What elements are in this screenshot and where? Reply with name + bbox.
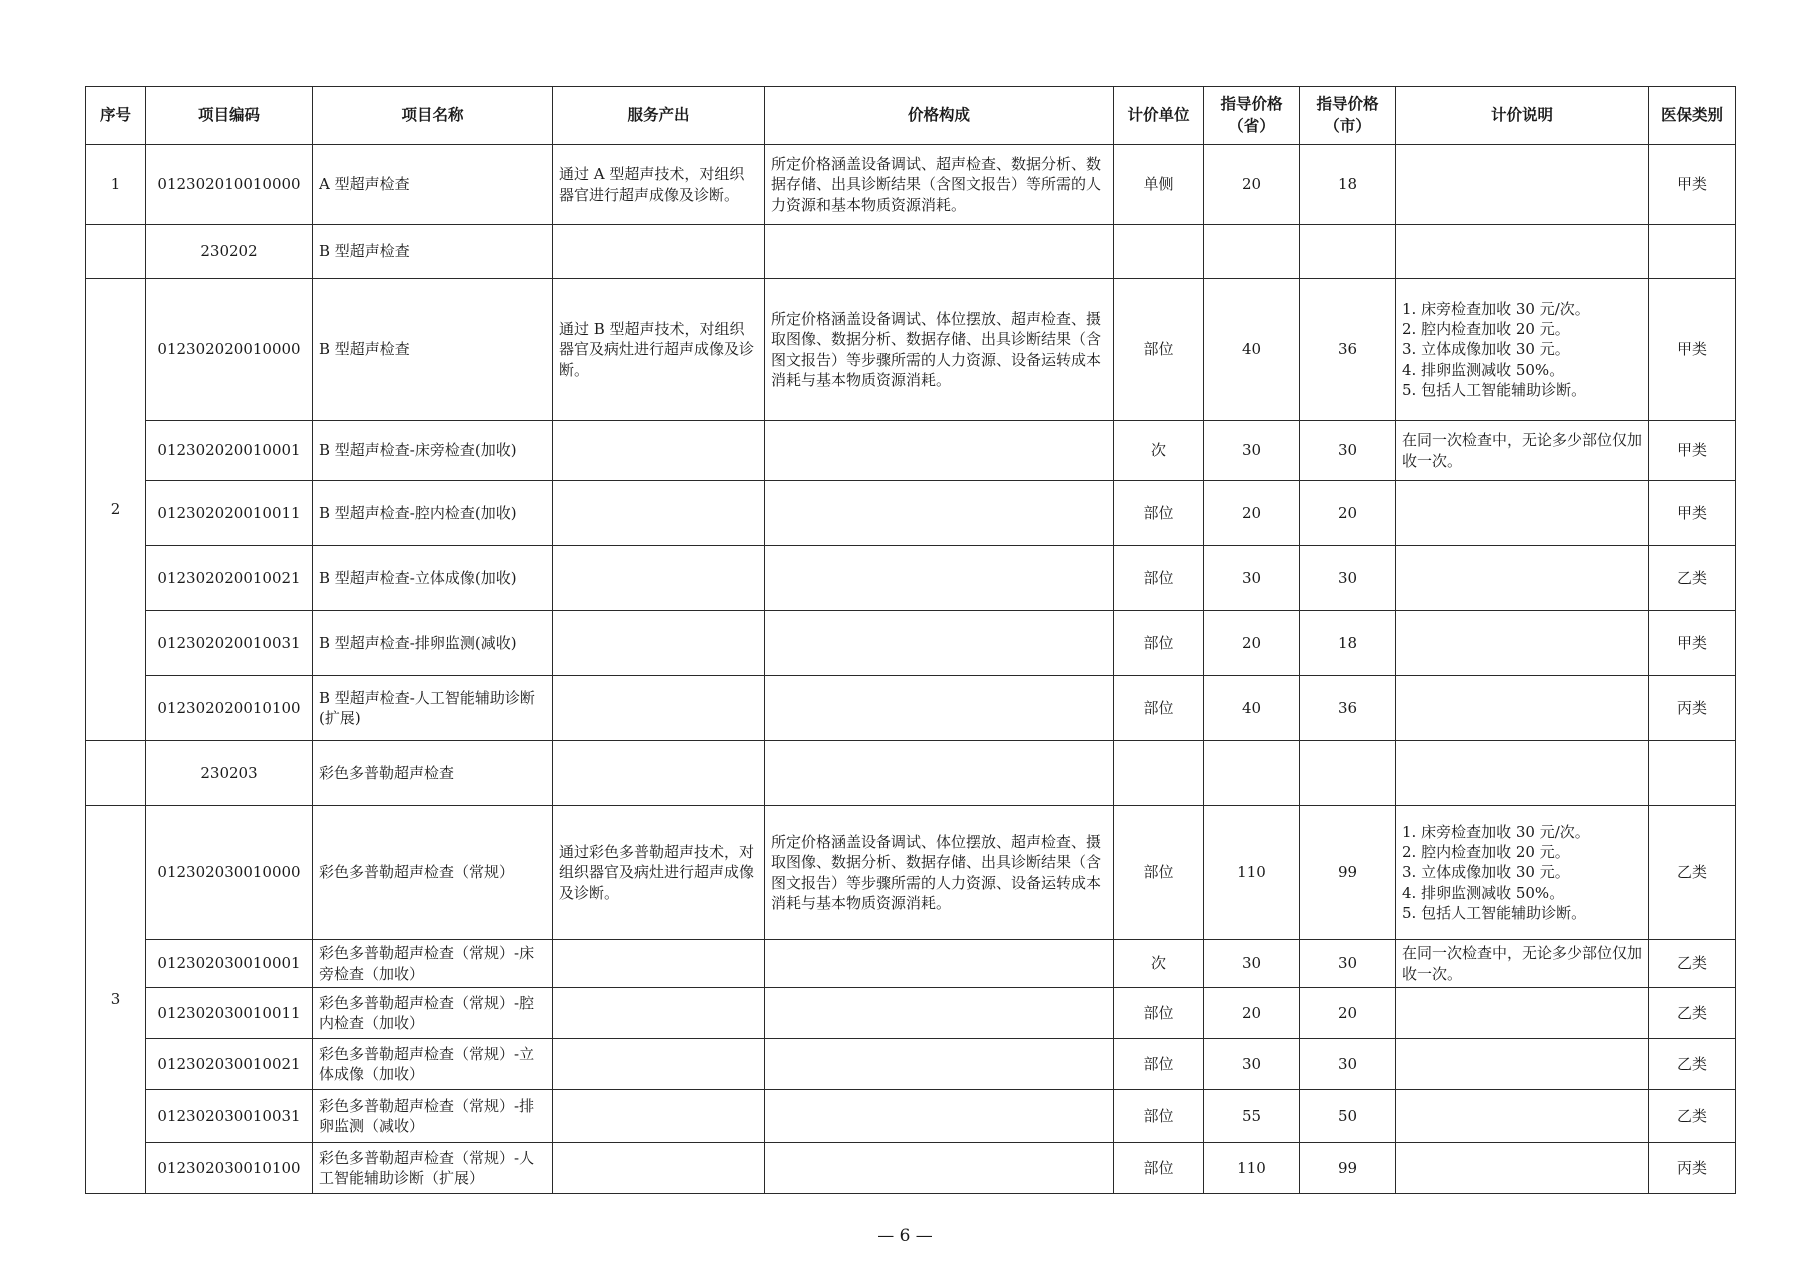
price-prov-cell: 20 — [1204, 145, 1300, 225]
composition-cell — [765, 1039, 1114, 1090]
price-table — [85, 86, 1736, 1194]
name-cell: B 型超声检查-人工智能辅助诊断(扩展) — [313, 676, 553, 741]
table-row — [86, 741, 1736, 806]
table-row — [86, 1090, 1736, 1143]
composition-cell — [765, 481, 1114, 546]
seq-cell — [86, 225, 146, 279]
category-cell: 甲类 — [1649, 421, 1736, 481]
price-city-cell: 99 — [1300, 1143, 1396, 1194]
price-prov-cell: 20 — [1204, 988, 1300, 1039]
code-cell: 012302020010000 — [146, 279, 313, 421]
price-prov-cell: 30 — [1204, 940, 1300, 988]
price-prov-cell: 40 — [1204, 279, 1300, 421]
service-cell — [553, 940, 765, 988]
header-price-prov: 指导价格 （省） — [1204, 87, 1300, 145]
unit-cell: 部位 — [1114, 611, 1204, 676]
code-cell: 230202 — [146, 225, 313, 279]
unit-cell: 部位 — [1114, 546, 1204, 611]
category-cell: 丙类 — [1649, 676, 1736, 741]
name-cell: B 型超声检查-床旁检查(加收) — [313, 421, 553, 481]
note-cell — [1396, 676, 1649, 741]
name-cell: B 型超声检查-立体成像(加收) — [313, 546, 553, 611]
table-row — [86, 481, 1736, 546]
category-cell: 乙类 — [1649, 940, 1736, 988]
category-cell: 甲类 — [1649, 481, 1736, 546]
price-prov-cell — [1204, 225, 1300, 279]
price-city-cell: 30 — [1300, 940, 1396, 988]
unit-cell: 部位 — [1114, 279, 1204, 421]
category-cell: 甲类 — [1649, 145, 1736, 225]
price-city-cell: 20 — [1300, 481, 1396, 546]
service-cell — [553, 676, 765, 741]
price-prov-cell: 30 — [1204, 421, 1300, 481]
name-cell: 彩色多普勒超声检查（常规）-人工智能辅助诊断（扩展） — [313, 1143, 553, 1194]
price-city-cell: 30 — [1300, 1039, 1396, 1090]
note-cell — [1396, 988, 1649, 1039]
header-seq: 序号 — [86, 87, 146, 145]
unit-cell: 部位 — [1114, 988, 1204, 1039]
header-row — [86, 87, 1736, 145]
unit-cell: 次 — [1114, 940, 1204, 988]
table-row — [86, 145, 1736, 225]
service-cell — [553, 1143, 765, 1194]
service-cell — [553, 988, 765, 1039]
unit-cell: 部位 — [1114, 1039, 1204, 1090]
composition-cell — [765, 940, 1114, 988]
composition-cell — [765, 546, 1114, 611]
service-cell — [553, 546, 765, 611]
category-cell: 乙类 — [1649, 546, 1736, 611]
unit-cell: 部位 — [1114, 806, 1204, 940]
code-cell: 012302020010100 — [146, 676, 313, 741]
price-city-cell — [1300, 741, 1396, 806]
price-prov-cell: 30 — [1204, 1039, 1300, 1090]
composition-cell — [765, 421, 1114, 481]
table-row — [86, 279, 1736, 421]
unit-cell: 单侧 — [1114, 145, 1204, 225]
code-cell: 012302030010011 — [146, 988, 313, 1039]
note-cell — [1396, 546, 1649, 611]
header-name: 项目名称 — [313, 87, 553, 145]
note-cell — [1396, 1039, 1649, 1090]
service-cell — [553, 611, 765, 676]
seq-cell: 3 — [86, 806, 146, 1194]
price-prov-cell: 40 — [1204, 676, 1300, 741]
price-city-cell: 18 — [1300, 145, 1396, 225]
name-cell: 彩色多普勒超声检查（常规）-立体成像（加收） — [313, 1039, 553, 1090]
category-cell: 乙类 — [1649, 988, 1736, 1039]
table-row — [86, 421, 1736, 481]
composition-cell — [765, 1090, 1114, 1143]
price-prov-cell: 20 — [1204, 611, 1300, 676]
note-cell: 在同一次检查中，无论多少部位仅加收一次。 — [1396, 940, 1649, 988]
price-prov-cell: 110 — [1204, 806, 1300, 940]
code-cell: 012302030010031 — [146, 1090, 313, 1143]
service-cell: 通过 A 型超声技术，对组织器官进行超声成像及诊断。 — [553, 145, 765, 225]
table-row — [86, 988, 1736, 1039]
note-cell — [1396, 225, 1649, 279]
header-note: 计价说明 — [1396, 87, 1649, 145]
composition-cell — [765, 1143, 1114, 1194]
code-cell: 230203 — [146, 741, 313, 806]
service-cell — [553, 741, 765, 806]
table-row — [86, 676, 1736, 741]
service-cell: 通过 B 型超声技术，对组织器官及病灶进行超声成像及诊断。 — [553, 279, 765, 421]
price-prov-cell: 110 — [1204, 1143, 1300, 1194]
unit-cell: 部位 — [1114, 676, 1204, 741]
category-cell: 甲类 — [1649, 611, 1736, 676]
composition-cell: 所定价格涵盖设备调试、体位摆放、超声检查、摄取图像、数据分析、数据存储、出具诊断结果（含图文报告）等步骤所需的人力资源、设备运转成本消耗与基本物质资源消耗。 — [765, 279, 1114, 421]
price-city-cell: 50 — [1300, 1090, 1396, 1143]
price-city-cell: 30 — [1300, 421, 1396, 481]
unit-cell — [1114, 225, 1204, 279]
seq-cell — [86, 741, 146, 806]
composition-cell: 所定价格涵盖设备调试、超声检查、数据分析、数据存储、出具诊断结果（含图文报告）等所需的人力资源和基本物质资源消耗。 — [765, 145, 1114, 225]
name-cell: 彩色多普勒超声检查（常规）-床旁检查（加收） — [313, 940, 553, 988]
seq-cell: 2 — [86, 279, 146, 741]
code-cell: 012302030010001 — [146, 940, 313, 988]
unit-cell — [1114, 741, 1204, 806]
composition-cell — [765, 988, 1114, 1039]
unit-cell: 部位 — [1114, 1143, 1204, 1194]
composition-cell: 所定价格涵盖设备调试、体位摆放、超声检查、摄取图像、数据分析、数据存储、出具诊断结果（含图文报告）等步骤所需的人力资源、设备运转成本消耗与基本物质资源消耗。 — [765, 806, 1114, 940]
page-number: — 6 — — [877, 1226, 933, 1246]
name-cell: B 型超声检查 — [313, 279, 553, 421]
category-cell — [1649, 741, 1736, 806]
table-row — [86, 611, 1736, 676]
name-cell: 彩色多普勒超声检查（常规）-腔内检查（加收） — [313, 988, 553, 1039]
composition-cell — [765, 225, 1114, 279]
composition-cell — [765, 676, 1114, 741]
name-cell: 彩色多普勒超声检查 — [313, 741, 553, 806]
category-cell: 乙类 — [1649, 1039, 1736, 1090]
table-row — [86, 1039, 1736, 1090]
table-row — [86, 806, 1736, 940]
price-city-cell: 99 — [1300, 806, 1396, 940]
code-cell: 012302030010000 — [146, 806, 313, 940]
header-composition: 价格构成 — [765, 87, 1114, 145]
service-cell — [553, 421, 765, 481]
header-unit: 计价单位 — [1114, 87, 1204, 145]
price-city-cell: 36 — [1300, 676, 1396, 741]
name-cell: B 型超声检查-排卵监测(减收) — [313, 611, 553, 676]
code-cell: 012302020010031 — [146, 611, 313, 676]
note-cell — [1396, 611, 1649, 676]
price-city-cell — [1300, 225, 1396, 279]
name-cell: B 型超声检查 — [313, 225, 553, 279]
table-row — [86, 225, 1736, 279]
code-cell: 012302020010021 — [146, 546, 313, 611]
seq-cell: 1 — [86, 145, 146, 225]
note-cell: 1. 床旁检查加收 30 元/次。 2. 腔内检查加收 20 元。 3. 立体成像加收 30 元。 4. 排卵监测减收 50%。 5. 包括人工智能辅助诊断。 — [1396, 806, 1649, 940]
unit-cell: 部位 — [1114, 1090, 1204, 1143]
price-prov-cell — [1204, 741, 1300, 806]
service-cell — [553, 225, 765, 279]
category-cell: 甲类 — [1649, 279, 1736, 421]
name-cell: B 型超声检查-腔内检查(加收) — [313, 481, 553, 546]
service-cell — [553, 481, 765, 546]
unit-cell: 次 — [1114, 421, 1204, 481]
table-row — [86, 940, 1736, 988]
name-cell: A 型超声检查 — [313, 145, 553, 225]
note-cell — [1396, 1143, 1649, 1194]
service-cell — [553, 1090, 765, 1143]
code-cell: 012302010010000 — [146, 145, 313, 225]
price-city-cell: 20 — [1300, 988, 1396, 1039]
unit-cell: 部位 — [1114, 481, 1204, 546]
composition-cell — [765, 741, 1114, 806]
category-cell: 乙类 — [1649, 806, 1736, 940]
price-city-cell: 36 — [1300, 279, 1396, 421]
price-prov-cell: 30 — [1204, 546, 1300, 611]
category-cell: 丙类 — [1649, 1143, 1736, 1194]
note-cell: 1. 床旁检查加收 30 元/次。 2. 腔内检查加收 20 元。 3. 立体成像加收 30 元。 4. 排卵监测减收 50%。 5. 包括人工智能辅助诊断。 — [1396, 279, 1649, 421]
code-cell: 012302020010011 — [146, 481, 313, 546]
note-cell — [1396, 1090, 1649, 1143]
code-cell: 012302030010021 — [146, 1039, 313, 1090]
category-cell — [1649, 225, 1736, 279]
table-row — [86, 546, 1736, 611]
price-city-cell: 30 — [1300, 546, 1396, 611]
header-service: 服务产出 — [553, 87, 765, 145]
code-cell: 012302030010100 — [146, 1143, 313, 1194]
table-row — [86, 1143, 1736, 1194]
header-code: 项目编码 — [146, 87, 313, 145]
price-prov-cell: 55 — [1204, 1090, 1300, 1143]
code-cell: 012302020010001 — [146, 421, 313, 481]
name-cell: 彩色多普勒超声检查（常规）-排卵监测（减收） — [313, 1090, 553, 1143]
service-cell: 通过彩色多普勒超声技术，对组织器官及病灶进行超声成像及诊断。 — [553, 806, 765, 940]
header-price-city: 指导价格 （市） — [1300, 87, 1396, 145]
name-cell: 彩色多普勒超声检查（常规） — [313, 806, 553, 940]
header-category: 医保类别 — [1649, 87, 1736, 145]
service-cell — [553, 1039, 765, 1090]
composition-cell — [765, 611, 1114, 676]
note-cell — [1396, 145, 1649, 225]
note-cell: 在同一次检查中，无论多少部位仅加收一次。 — [1396, 421, 1649, 481]
note-cell — [1396, 741, 1649, 806]
price-city-cell: 18 — [1300, 611, 1396, 676]
category-cell: 乙类 — [1649, 1090, 1736, 1143]
note-cell — [1396, 481, 1649, 546]
price-prov-cell: 20 — [1204, 481, 1300, 546]
